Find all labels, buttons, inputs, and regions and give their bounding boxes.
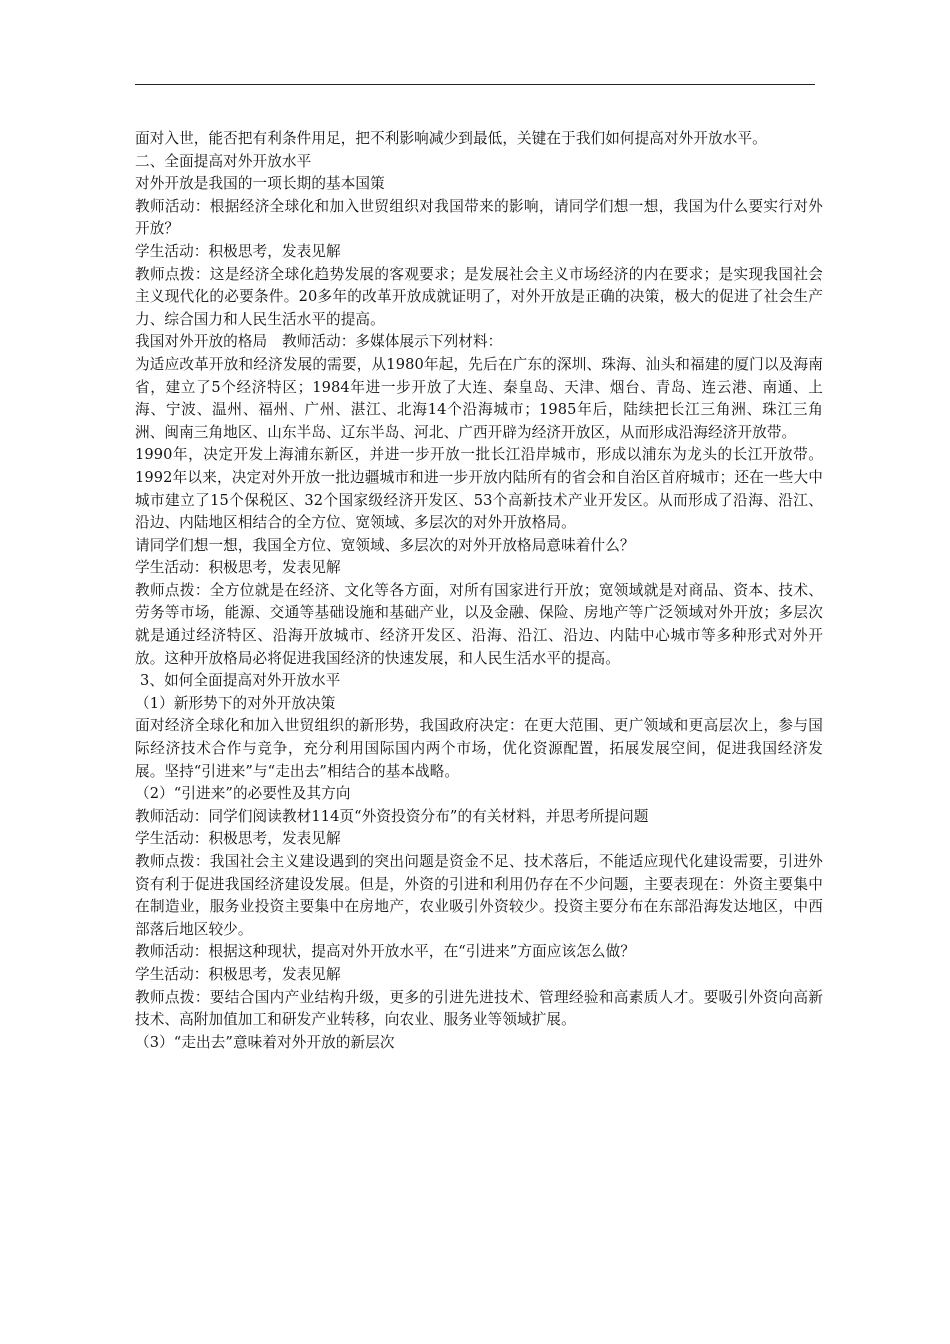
body-paragraph: 面对经济全球化和加入世贸组织的新形势，我国政府决定：在更大范围、更广领域和更高层次上，参与国际经济技术合作与竞争，充分利用国际国内两个市场，优化资源配置，拓展发展空间，促进我国经济发展。坚持“引进来”与“走出去”相结合的基本战略。 xyxy=(135,717,823,780)
student-activity: 学生活动：积极思考，发表见解 xyxy=(135,242,341,260)
teacher-guidance: 教师点拨：要结合国内产业结构升级，更多的引进先进技术、管理经验和高素质人才。要吸引外资向高新技术、高附加值加工和研发产业转移，向农业、服务业等领域扩展。 xyxy=(135,988,823,1029)
student-activity: 学生活动：积极思考，发表见解 xyxy=(135,965,341,983)
section-heading: 二、全面提高对外开放水平 xyxy=(135,152,312,170)
teacher-activity: 教师活动：根据经济全球化和加入世贸组织对我国带来的影响，请同学们想一想，我国为什么要实行对外开放？ xyxy=(135,197,823,238)
paragraph-intro: 面对入世，能否把有利条件用足，把不利影响减少到最低，关键在于我们如何提高对外开放水平。 xyxy=(135,130,767,147)
teacher-guidance: 教师点拨：这是经济全球化趋势发展的客观要求；是发展社会主义市场经济的内在要求；是实现我国社会主义现代化的必要条件。20多年的改革开放成就证明了，对外开放是正确的决策，极大的促进了社会生产力、综合国力和人民生活水平的提高。 xyxy=(135,265,823,328)
student-activity: 学生活动：积极思考，发表见解 xyxy=(135,559,341,577)
material-paragraph: 为适应改革开放和经济发展的需要，从1980年起，先后在广东的深圳、珠海、汕头和福建的厦门以及海南省，建立了5个经济特区；1984年进一步开放了大连、秦皇岛、天津、烟台、青岛、连云港、南通、上海、宁波、温州、福州、广州、湛江、北海14个沿海城市；1985年后，陆续把长江三角洲、珠江三角洲、闽南三角地区、山东半岛、辽东半岛、河北、广西开辟为经济开放区，从而形成沿海经济开放带。 xyxy=(135,355,823,441)
student-activity: 学生活动：积极思考，发表见解 xyxy=(135,830,341,848)
teacher-activity: 教师活动：根据这种现状，提高对外开放水平，在“引进来”方面应该怎么做？ xyxy=(135,943,636,961)
subheading: （2）“引进来”的必要性及其方向 xyxy=(135,785,351,803)
teacher-guidance: 教师点拨：全方位就是在经济、文化等各方面，对所有国家进行开放；宽领域就是对商品、资本、技术、劳务等市场，能源、交通等基础设施和基础产业，以及金融、保险、房地产等广泛领域对外开放；多层次就是通过经济特区、沿海开放城市、经济开发区、沿海、沿江、沿边、内陆中心城市等多种形式对外开放。这种开放格局必将促进我国经济的快速发展，和人民生活水平的提高。 xyxy=(135,581,823,667)
teacher-guidance: 教师点拨：我国社会主义建设遇到的突出问题是资金不足、技术落后，不能适应现代化建设需要，引进外资有利于促进我国经济建设发展。但是，外资的引进和利用仍存在不少问题，主要表现在：外资主要集中在制造业，服务业投资主要集中在房地产，农业吸引外资较少。投资主要分布在东部沿海发达地区，中西部落后地区较少。 xyxy=(135,853,823,938)
subheading: 3、如何全面提高对外开放水平 xyxy=(140,672,341,690)
material-paragraph: 1990年，决定开发上海浦东新区，并进一步开放一批长江沿岸城市，形成以浦东为龙头的长江开放带。1992年以来，决定对外开放一批边疆城市和进一步开放内陆所有的省会和自治区首府城市；还在一些大中城市建立了15个保税区、32个国家级经济开发区、53个高新技术产业开发区。从而形成了沿海、沿江、沿边、内陆地区相结合的全方位、宽领域、多层次的对外开放格局。 xyxy=(135,446,823,532)
header-rule xyxy=(135,84,815,85)
subheading: （3）“走出去”意味着对外开放的新层次 xyxy=(135,1033,395,1051)
subheading: 对外开放是我国的一项长期的基本国策 xyxy=(135,175,385,193)
document-body xyxy=(135,128,823,1054)
subheading: （1）新形势下的对外开放决策 xyxy=(135,694,336,712)
subheading: 我国对外开放的格局 教师活动：多媒体展示下列材料： xyxy=(135,333,503,351)
teacher-activity: 教师活动：同学们阅读教材114页“外资投资分布”的有关材料，并思考所提问题 xyxy=(135,807,649,825)
question-paragraph: 请同学们想一想，我国全方位、宽领域、多层次的对外开放格局意味着什么？ xyxy=(135,536,635,554)
